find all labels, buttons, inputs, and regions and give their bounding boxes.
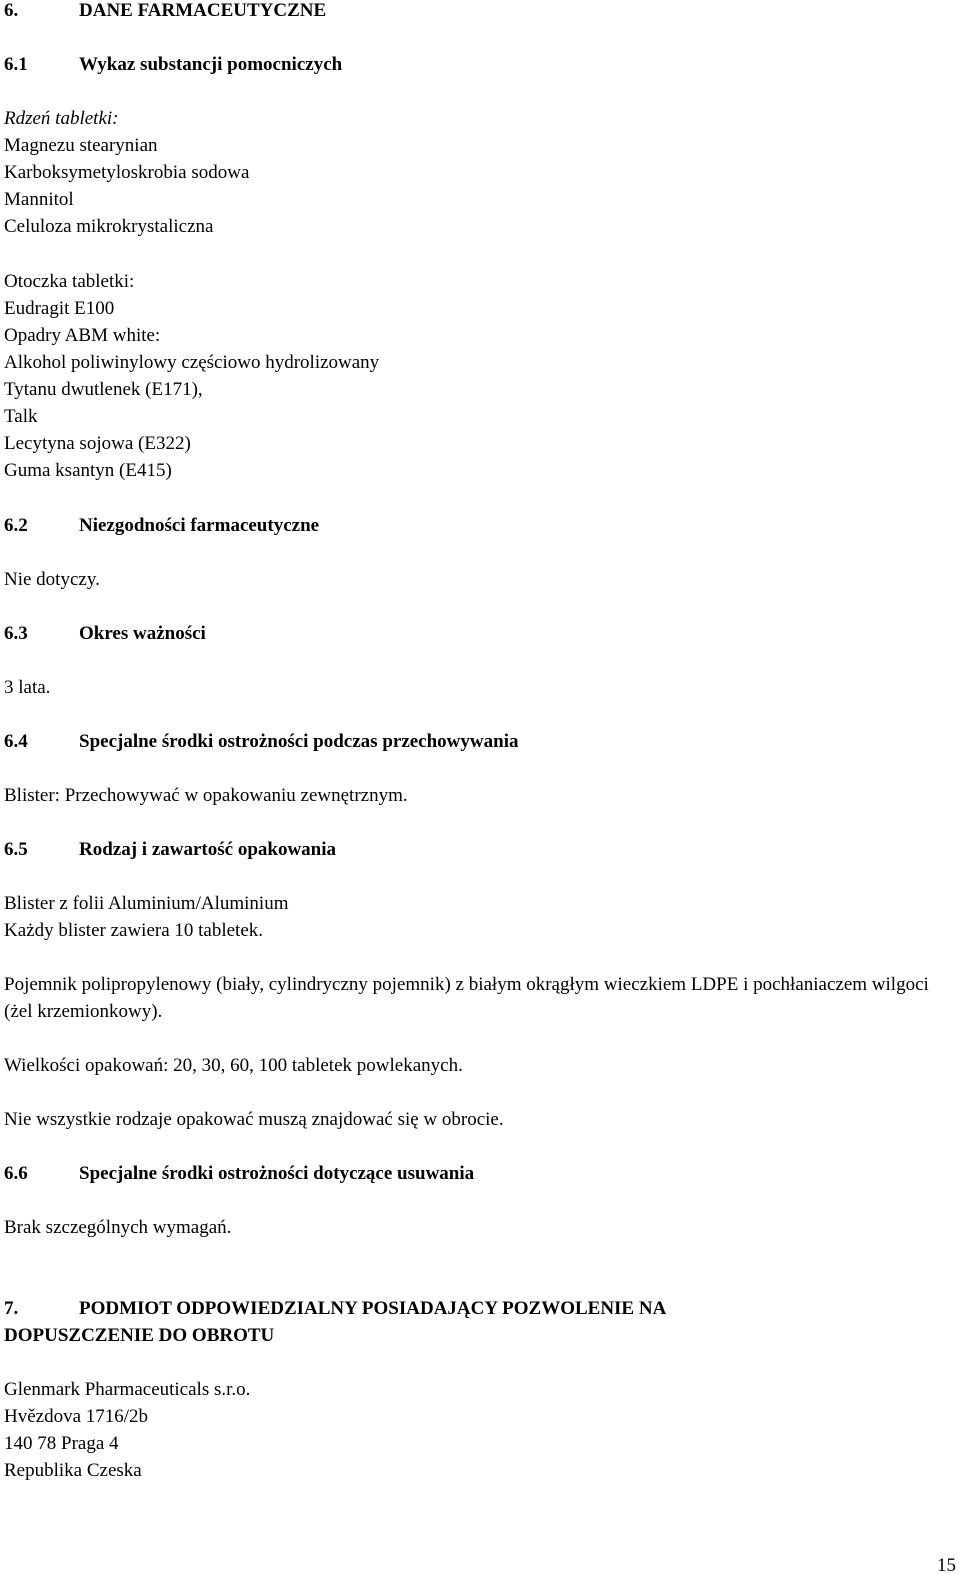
blister-description: Blister z folii Aluminium/Aluminium [4,893,289,914]
section-number: 6.1 [4,54,28,75]
section-title: Specjalne środki ostrożności podczas przechowywania [79,731,519,752]
coating-item: Alkohol poliwinylowy częściowo hydrolizowany [4,352,380,373]
section-title: Specjalne środki ostrożności dotyczące usuwania [79,1163,475,1184]
section-title: Rodzaj i zawartość opakowania [79,839,337,860]
coating-item: Tytanu dwutlenek (E171), [4,379,203,400]
coating-item: Eudragit E100 [4,298,115,319]
coating-item: Guma ksantyn (E415) [4,460,172,481]
coating-item: Talk [4,406,38,427]
section-7-heading [4,1295,666,1322]
pack-sizes: Wielkości opakowań: 20, 30, 60, 100 tabletek powlekanych. [4,1055,463,1076]
section-number: 6.6 [4,1163,28,1184]
section-text: Blister: Przechowywać w opakowaniu zewnętrznym. [4,785,408,806]
address-line: Republika Czeska [4,1460,142,1481]
core-item: Celuloza mikrokrystaliczna [4,216,214,237]
section-title: Wykaz substancji pomocniczych [79,54,343,75]
coating-item: Lecytyna sojowa (E322) [4,433,191,454]
coating-item: Opadry ABM white: [4,325,161,346]
section-title: Okres ważności [79,623,206,644]
core-label: Rdzeń tabletki: [4,108,119,129]
section-number: 6. [4,0,19,21]
blister-count: Każdy blister zawiera 10 tabletek. [4,920,264,941]
section-text: Brak szczególnych wymagań. [4,1217,232,1238]
section-title: PODMIOT ODPOWIEDZIALNY POSIADAJĄCY POZWOLENIE NA [79,1298,667,1319]
section-6-2-heading [4,512,319,539]
container-description: Pojemnik polipropylenowy (biały, cylindryczny pojemnik) z białym okrągłym wieczkiem LDPE i pochłaniaczem wilgoci (żel krzemionkowy). [4,974,929,1022]
address-line: 140 78 Praga 4 [4,1433,119,1454]
section-6-4-heading [4,728,518,755]
section-text: 3 lata. [4,677,51,698]
section-6-5-heading [4,836,336,863]
section-number: 7. [4,1298,19,1319]
document-page [4,0,956,1590]
section-6-6-heading [4,1160,474,1187]
section-6-heading [4,0,326,24]
core-item: Magnezu stearynian [4,135,158,156]
section-title: Niezgodności farmaceutyczne [79,515,320,536]
section-number: 6.2 [4,515,28,536]
page-number: 15 [937,1555,956,1576]
section-number: 6.5 [4,839,28,860]
section-number: 6.3 [4,623,28,644]
section-7-heading-cont: DOPUSZCZENIE DO OBROTU [4,1325,275,1346]
marketing-note: Nie wszystkie rodzaje opakować muszą znajdować się w obrocie. [4,1109,504,1130]
core-item: Mannitol [4,189,74,210]
address-line: Hvězdova 1716/2b [4,1406,149,1427]
address-line: Glenmark Pharmaceuticals s.r.o. [4,1379,251,1400]
section-text: Nie dotyczy. [4,569,100,590]
coating-label: Otoczka tabletki: [4,271,135,292]
section-title: DANE FARMACEUTYCZNE [79,0,327,21]
section-6-1-heading [4,51,342,78]
core-item: Karboksymetyloskrobia sodowa [4,162,250,183]
section-6-3-heading [4,620,206,647]
section-number: 6.4 [4,731,28,752]
